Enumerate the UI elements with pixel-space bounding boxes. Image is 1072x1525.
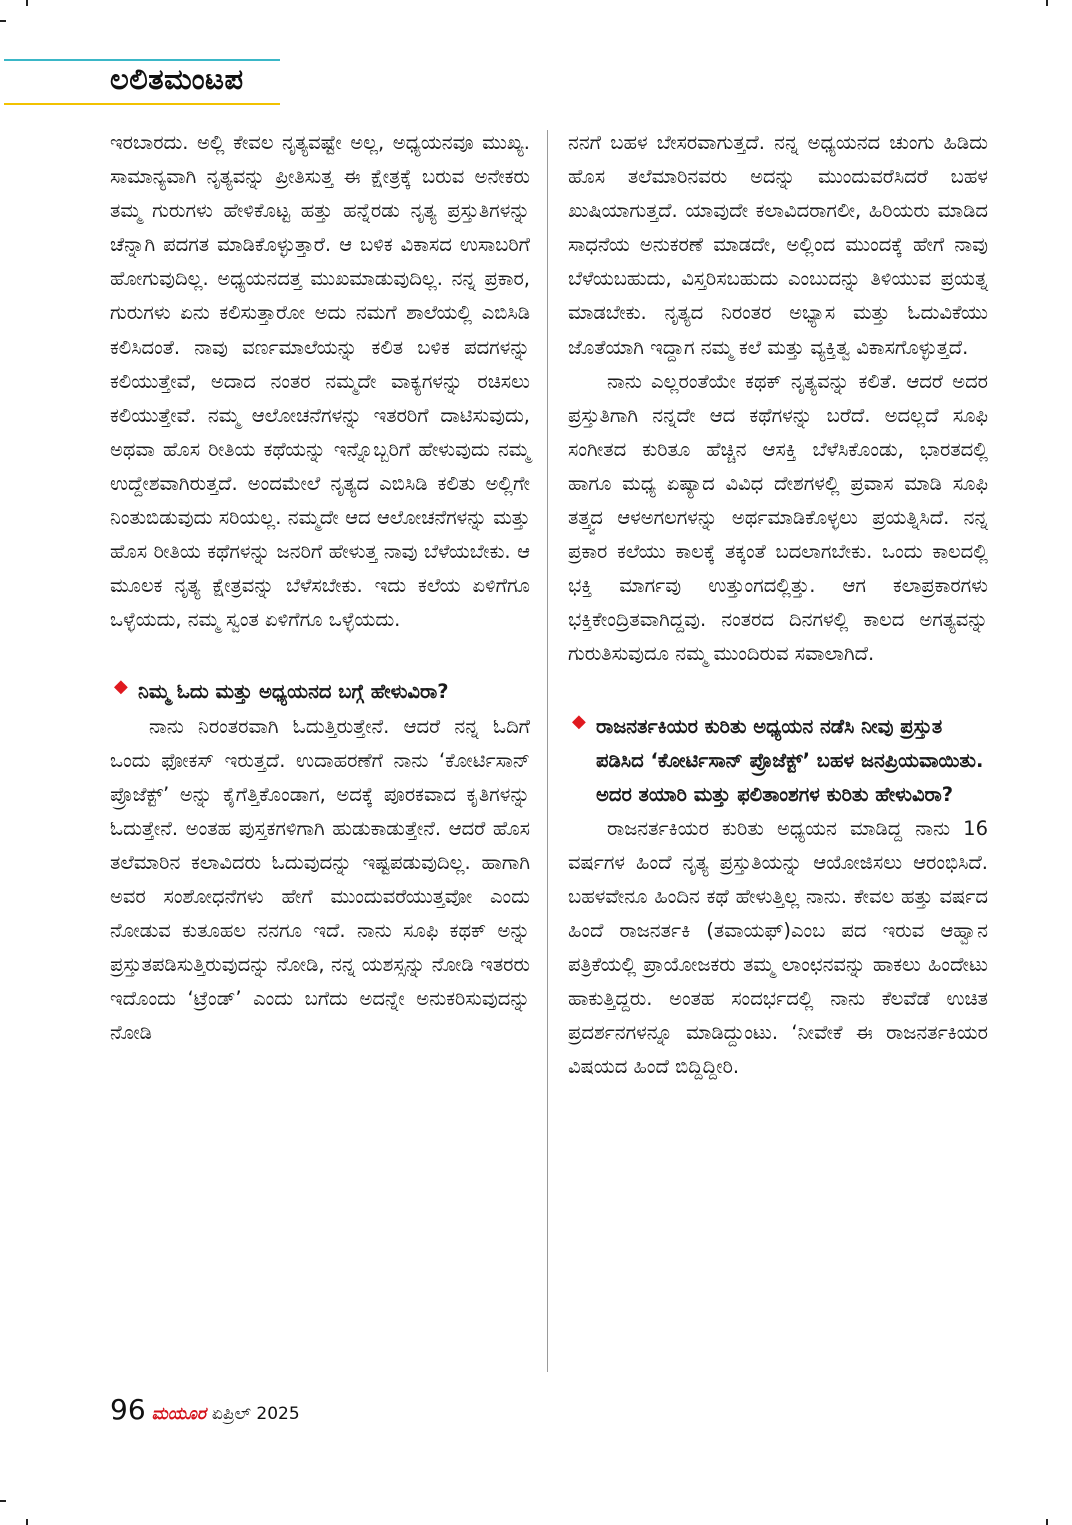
crop-mark [0,20,6,22]
body-paragraph: ನನಗೆ ಬಹಳ ಬೇಸರವಾಗುತ್ತದೆ. ನನ್ನ ಅಧ್ಯಯನದ ಚುಂಗು ಹಿಡಿದು ಹೊಸ ತಲೆಮಾರಿನವರು ಅದನ್ನು ಮುಂದುವರೆಸಿದರೆ ಬಹಳ ಖುಷಿಯಾಗುತ್ತದೆ. ಯಾವುದೇ ಕಲಾವಿದರಾಗಲೀ, ಹಿರಿಯರು ಮಾಡಿದ ಸಾಧನೆಯ ಅನುಕರಣೆ ಮಾಡದೇ, ಅಲ್ಲಿಂದ ಮುಂದಕ್ಕೆ ಹೇಗೆ ನಾವು ಬೆಳೆಯಬಹುದು, ವಿಸ್ತರಿಸಬಹುದು ಎಂಬುದನ್ನು ತಿಳಿಯುವ ಪ್ರಯತ್ನ ಮಾಡಬೇಕು. ನೃತ್ಯದ ನಿರಂತರ ಅಭ್ಯಾಸ ಮತ್ತು ಓದುವಿಕೆಯು ಜೊತೆಯಾಗಿ ಇದ್ದಾಗ ನಮ್ಮ ಕಲೆ ಮತ್ತು ವ್ಯಕ್ತಿತ್ವ ವಿಕಾಸಗೊಳ್ಳುತ್ತದೆ. [568,131,988,359]
right-column [568,126,988,1085]
crop-mark [1046,1519,1048,1525]
column-divider [547,130,548,1372]
crop-mark [26,0,28,6]
page-number: 96 [110,1393,146,1426]
interview-question: ನಿಮ್ಮ ಓದು ಮತ್ತು ಅಧ್ಯಯನದ ಬಗ್ಗೆ ಹೇಳುವಿರಾ? [138,680,449,704]
title-rule-bottom [4,103,280,105]
title-rule-top [4,59,280,61]
body-paragraph: ನಾನು ನಿರಂತರವಾಗಿ ಓದುತ್ತಿರುತ್ತೇನೆ. ಆದರೆ ನನ್ನ ಓದಿಗೆ ಒಂದು ಫೋಕಸ್ ಇರುತ್ತದೆ. ಉದಾಹರಣೆಗೆ ನಾನು ‘ಕೋರ್ಟಿಸಾನ್ ಪ್ರೊಜೆಕ್ಟ್’ ಅನ್ನು ಕೈಗೆತ್ತಿಕೊಂಡಾಗ, ಅದಕ್ಕೆ ಪೂರಕವಾದ ಕೃತಿಗಳನ್ನು ಓದುತ್ತೇನೆ. ಅಂತಹ ಪುಸ್ತಕಗಳಿಗಾಗಿ ಹುಡುಕಾಡುತ್ತೇನೆ. ಆದರೆ ಹೊಸ ತಲೆಮಾರಿನ ಕಲಾವಿದರು ಓದುವುದನ್ನು ಇಷ್ಟಪಡುವುದಿಲ್ಲ. ಹಾಗಾಗಿ ಅವರ ಸಂಶೋಧನೆಗಳು ಹೇಗೆ ಮುಂದುವರೆಯುತ್ತವೋ ಎಂದು ನೋಡುವ ಕುತೂಹಲ ನನಗೂ ಇದೆ. ನಾನು ಸೂಫಿ ಕಥಕ್ ಅನ್ನು ಪ್ರಸ್ತುತಪಡಿಸುತ್ತಿರುವುದನ್ನು ನೋಡಿ, ನನ್ನ ಯಶಸ್ಸನ್ನು ನೋಡಿ ಇತರರು ಇದೊಂದು ‘ಟ್ರೆಂಡ್’ ಎಂದು ಬಗೆದು ಅದನ್ನೇ ಅನುಕರಿಸುವುದನ್ನು ನೋಡಿ [110,714,530,1045]
body-paragraph: ರಾಜನರ್ತಕಿಯರ ಕುರಿತು ಅಧ್ಯಯನ ಮಾಡಿದ್ದ ನಾನು 16 ವರ್ಷಗಳ ಹಿಂದೆ ನೃತ್ಯ ಪ್ರಸ್ತುತಿಯನ್ನು ಆಯೋಜಿಸಲು ಆರಂಭಿಸಿದೆ. ಬಹಳವೇನೂ ಹಿಂದಿನ ಕಥೆ ಹೇಳುತ್ತಿಲ್ಲ ನಾನು. ಕೇವಲ ಹತ್ತು ವರ್ಷದ ಹಿಂದೆ ರಾಜನರ್ತಕಿ (ತವಾಯಫ್)ಎಂಬ ಪದ ಇರುವ ಆಹ್ವಾನ ಪತ್ರಿಕೆಯಲ್ಲಿ ಪ್ರಾಯೋಜಕರು ತಮ್ಮ ಲಾಂಛನವನ್ನು ಹಾಕಲು ಹಿಂದೇಟು ಹಾಕುತ್ತಿದ್ದರು. ಅಂತಹ ಸಂದರ್ಭದಲ್ಲಿ ನಾನು ಕೆಲವೆಡೆ ಉಚಿತ ಪ್ರದರ್ಶನಗಳನ್ನೂ ಮಾಡಿದ್ದುಂಟು. ‘ನೀವೇಕೆ ಈ ರಾಜನರ್ತಕಿಯರ ವಿಷಯದ ಹಿಂದೆ ಬಿದ್ದಿದ್ದೀರಿ. [568,816,988,1079]
section-title: ಲಲಿತಮಂಟಪ [110,62,244,96]
red-diamond-icon: ◆ [114,676,128,698]
page-footer [110,1393,300,1426]
question-block [568,710,988,812]
magazine-logo: ಮಯೂರ [151,1404,206,1424]
crop-mark [26,1519,28,1525]
body-paragraph: ನಾನು ಎಲ್ಲರಂತೆಯೇ ಕಥಕ್ ನೃತ್ಯವನ್ನು ಕಲಿತೆ. ಆದರೆ ಅದರ ಪ್ರಸ್ತುತಿಗಾಗಿ ನನ್ನದೇ ಆದ ಕಥೆಗಳನ್ನು ಬರೆದೆ. ಅದಲ್ಲದೆ ಸೂಫಿ ಸಂಗೀತದ ಕುರಿತೂ ಹೆಚ್ಚಿನ ಆಸಕ್ತಿ ಬೆಳೆಸಿಕೊಂಡು, ಭಾರತದಲ್ಲಿ ಹಾಗೂ ಮಧ್ಯ ಏಷ್ಯಾದ ವಿವಿಧ ದೇಶಗಳಲ್ಲಿ ಪ್ರವಾಸ ಮಾಡಿ ಸೂಫಿ ತತ್ತ್ವದ ಆಳಅಗಲಗಳನ್ನು ಅರ್ಥಮಾಡಿಕೊಳ್ಳಲು ಪ್ರಯತ್ನಿಸಿದೆ. ನನ್ನ ಪ್ರಕಾರ ಕಲೆಯು ಕಾಲಕ್ಕೆ ತಕ್ಕಂತೆ ಬದಲಾಗಬೇಕು. ಒಂದು ಕಾಲದಲ್ಲಿ ಭಕ್ತಿ ಮಾರ್ಗವು ಉತ್ತುಂಗದಲ್ಲಿತ್ತು. ಆಗ ಕಲಾಪ್ರಕಾರಗಳು ಭಕ್ತಿಕೇಂದ್ರಿತವಾಗಿದ್ದವು. ನಂತರದ ದಿನಗಳಲ್ಲಿ ಕಾಲದ ಅಗತ್ಯವನ್ನು ಗುರುತಿಸುವುದೂ ನಮ್ಮ ಮುಂದಿರುವ ಸವಾಲಾಗಿದೆ. [568,369,988,666]
crop-mark [0,1500,6,1502]
issue-date: ಏಪ್ರಿಲ್ 2025 [211,1404,300,1424]
crop-mark [1046,0,1048,6]
question-block [110,675,530,709]
red-diamond-icon: ◆ [572,710,586,732]
left-column [110,126,530,1050]
interview-question: ರಾಜನರ್ತಕಿಯರ ಕುರಿತು ಅಧ್ಯಯನ ನಡೆಸಿ ನೀವು ಪ್ರಸ್ತುತ ಪಡಿಸಿದ ‘ಕೋರ್ಟಿಸಾನ್ ಪ್ರೊಜೆಕ್ಟ್’ ಬಹಳ ಜನಪ್ರಿಯವಾಯಿತು. ಅದರ ತಯಾರಿ ಮತ್ತು ಫಲಿತಾಂಶಗಳ ಕುರಿತು ಹೇಳುವಿರಾ? [596,714,984,806]
body-paragraph: ಇರಬಾರದು. ಅಲ್ಲಿ ಕೇವಲ ನೃತ್ಯವಷ್ಟೇ ಅಲ್ಲ, ಅಧ್ಯಯನವೂ ಮುಖ್ಯ. ಸಾಮಾನ್ಯವಾಗಿ ನೃತ್ಯವನ್ನು ಪ್ರೀತಿಸುತ್ತ ಈ ಕ್ಷೇತ್ರಕ್ಕೆ ಬರುವ ಅನೇಕರು ತಮ್ಮ ಗುರುಗಳು ಹೇಳಿಕೊಟ್ಟ ಹತ್ತು ಹನ್ನೆರಡು ನೃತ್ಯ ಪ್ರಸ್ತುತಿಗಳನ್ನು ಚೆನ್ನಾಗಿ ಪದಗತ ಮಾಡಿಕೊಳ್ಳುತ್ತಾರೆ. ಆ ಬಳಿಕ ವಿಕಾಸದ ಉಸಾಬರಿಗೆ ಹೋಗುವುದಿಲ್ಲ. ಅಧ್ಯಯನದತ್ತ ಮುಖಮಾಡುವುದಿಲ್ಲ. ನನ್ನ ಪ್ರಕಾರ, ಗುರುಗಳು ಏನು ಕಲಿಸುತ್ತಾರೋ ಅದು ನಮಗೆ ಶಾಲೆಯಲ್ಲಿ ಎಬಿಸಿಡಿ ಕಲಿಸಿದಂತೆ. ನಾವು ವರ್ಣಮಾಲೆಯನ್ನು ಕಲಿತ ಬಳಿಕ ಪದಗಳನ್ನು ಕಲಿಯುತ್ತೇವೆ, ಅದಾದ ನಂತರ ನಮ್ಮದೇ ವಾಕ್ಯಗಳನ್ನು ರಚಿಸಲು ಕಲಿಯುತ್ತೇವೆ. ನಮ್ಮ ಆಲೋಚನೆಗಳನ್ನು ಇತರರಿಗೆ ದಾಟಿಸುವುದು, ಅಥವಾ ಹೊಸ ರೀತಿಯ ಕಥೆಯನ್ನು ಇನ್ನೊಬ್ಬರಿಗೆ ಹೇಳುವುದು ನಮ್ಮ ಉದ್ದೇಶವಾಗಿರುತ್ತದೆ. ಅಂದಮೇಲೆ ನೃತ್ಯದ ಎಬಿಸಿಡಿ ಕಲಿತು ಅಲ್ಲಿಗೇ ನಿಂತುಬಿಡುವುದು ಸರಿಯಲ್ಲ. ನಮ್ಮದೇ ಆದ ಆಲೋಚನೆಗಳನ್ನು ಮತ್ತು ಹೊಸ ರೀತಿಯ ಕಥೆಗಳನ್ನು ಜನರಿಗೆ ಹೇಳುತ್ತ ನಾವು ಬೆಳೆಯಬೇಕು. ಆ ಮೂಲಕ ನೃತ್ಯ ಕ್ಷೇತ್ರವನ್ನು ಬೆಳೆಸಬೇಕು. ಇದು ಕಲೆಯ ಏಳಿಗೆಗೂ ಒಳ್ಳೆಯದು, ನಮ್ಮ ಸ್ವಂತ ಏಳಿಗೆಗೂ ಒಳ್ಳೆಯದು. [110,131,530,632]
